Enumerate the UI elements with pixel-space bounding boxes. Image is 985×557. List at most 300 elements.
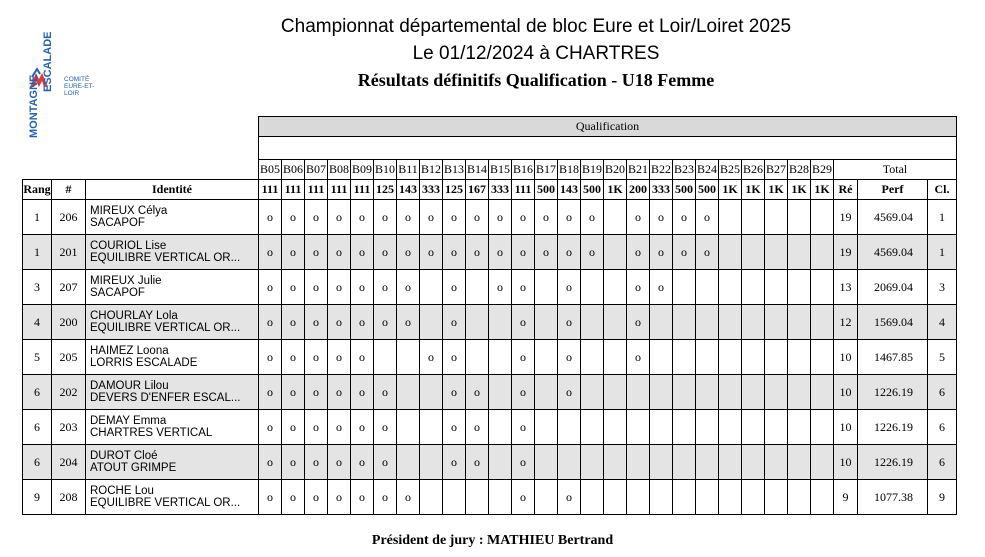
boulder-result-cell — [742, 270, 765, 305]
boulder-result-cell — [719, 340, 742, 375]
bib-cell: 208 — [52, 480, 86, 515]
boulder-result-cell — [719, 480, 742, 515]
boulder-header: B28 — [788, 160, 811, 180]
boulder-result-cell: o — [351, 375, 374, 410]
boulder-result-cell: o — [351, 200, 374, 235]
boulder-result-cell: o — [650, 200, 673, 235]
boulder-result-cell: o — [374, 375, 397, 410]
boulder-result-cell: o — [282, 200, 305, 235]
boulder-result-cell: o — [535, 235, 558, 270]
athlete-name: ROCHE Lou — [90, 485, 154, 497]
boulder-result-cell: o — [489, 235, 512, 270]
athlete-name: CHOURLAY Lola — [90, 310, 178, 322]
table-row — [23, 340, 957, 375]
bib-cell: 204 — [52, 445, 86, 480]
rank-cell: 6 — [23, 410, 52, 445]
boulder-result-cell — [374, 340, 397, 375]
boulder-points: 333 — [420, 180, 443, 200]
boulder-points: 1K — [765, 180, 788, 200]
boulder-result-cell — [397, 410, 420, 445]
boulder-result-cell — [420, 410, 443, 445]
boulder-header: B13 — [443, 160, 466, 180]
boulder-result-cell — [535, 305, 558, 340]
athlete-name: MIREUX Célya — [90, 205, 168, 217]
boulder-result-cell — [742, 305, 765, 340]
boulder-result-cell: o — [466, 200, 489, 235]
bib-cell: 206 — [52, 200, 86, 235]
boulder-result-cell: o — [420, 200, 443, 235]
boulder-header: B21 — [627, 160, 650, 180]
boulder-points: 200 — [627, 180, 650, 200]
table-row — [23, 305, 957, 340]
boulder-header: B25 — [719, 160, 742, 180]
boulder-result-cell — [604, 410, 627, 445]
bib-cell: 205 — [52, 340, 86, 375]
boulder-result-cell: o — [558, 340, 581, 375]
boulder-result-cell: o — [328, 340, 351, 375]
boulder-result-cell — [742, 235, 765, 270]
boulder-header: B05 — [259, 160, 282, 180]
boulder-result-cell — [696, 305, 719, 340]
boulder-result-cell: o — [282, 305, 305, 340]
boulder-points: 500 — [673, 180, 696, 200]
tops-count-cell: 13 — [834, 270, 858, 305]
event-date-location: Le 01/12/2024 à CHARTRES — [412, 43, 660, 64]
boulder-result-cell: o — [443, 445, 466, 480]
jury-president: Président de jury : MATHIEU Bertrand — [371, 533, 614, 548]
boulder-result-cell — [673, 375, 696, 410]
boulder-result-cell: o — [259, 375, 282, 410]
athlete-name: HAIMEZ Loona — [90, 345, 169, 357]
boulder-result-cell — [627, 375, 650, 410]
boulder-result-cell — [604, 480, 627, 515]
boulder-result-cell: o — [305, 340, 328, 375]
boulder-result-cell: o — [351, 270, 374, 305]
boulder-points: 1K — [719, 180, 742, 200]
tops-count-cell: 9 — [834, 480, 858, 515]
classement-cell: 5 — [928, 340, 957, 375]
boulder-header: B07 — [305, 160, 328, 180]
boulder-result-cell — [489, 340, 512, 375]
boulder-result-cell — [788, 480, 811, 515]
athlete-name: COURIOL Lise — [90, 240, 167, 252]
perf-cell: 1226.19 — [858, 410, 928, 445]
boulder-result-cell: o — [259, 305, 282, 340]
boulder-result-cell — [650, 305, 673, 340]
boulder-result-cell — [489, 445, 512, 480]
boulder-header: B27 — [765, 160, 788, 180]
boulder-result-cell — [581, 480, 604, 515]
boulder-result-cell: o — [305, 445, 328, 480]
club-name: ATOUT GRIMPE — [90, 462, 177, 474]
boulder-result-cell — [535, 270, 558, 305]
boulder-result-cell: o — [420, 340, 443, 375]
perf-cell: 1077.38 — [858, 480, 928, 515]
boulder-result-cell — [397, 445, 420, 480]
table-row — [23, 445, 957, 480]
rank-cell: 6 — [23, 445, 52, 480]
boulder-result-cell — [466, 340, 489, 375]
boulder-result-cell: o — [351, 340, 374, 375]
boulder-result-cell: o — [328, 235, 351, 270]
boulder-result-cell: o — [305, 200, 328, 235]
boulder-result-cell: o — [328, 375, 351, 410]
col-identite: Identité — [86, 180, 259, 200]
identity-cell — [86, 480, 259, 515]
boulder-points: 111 — [259, 180, 282, 200]
boulder-result-cell: o — [259, 235, 282, 270]
boulder-result-cell — [604, 200, 627, 235]
boulder-result-cell: o — [328, 305, 351, 340]
logo-comite: COMITÉ EURE-ET-LOIR — [64, 76, 95, 97]
boulder-result-cell — [535, 410, 558, 445]
boulder-header: B16 — [512, 160, 535, 180]
boulder-result-cell — [811, 375, 834, 410]
boulder-result-cell: o — [627, 305, 650, 340]
tops-count-cell: 12 — [834, 305, 858, 340]
boulder-result-cell: o — [466, 410, 489, 445]
boulder-result-cell — [696, 375, 719, 410]
boulder-result-cell — [535, 375, 558, 410]
boulder-result-cell — [673, 270, 696, 305]
tops-count-cell: 10 — [834, 340, 858, 375]
identity-cell — [86, 305, 259, 340]
boulder-header: B19 — [581, 160, 604, 180]
boulder-result-cell: o — [305, 480, 328, 515]
club-name: EQUILIBRE VERTICAL OR... — [90, 497, 241, 509]
boulder-result-cell — [788, 375, 811, 410]
boulder-result-cell: o — [305, 235, 328, 270]
boulder-result-cell — [604, 235, 627, 270]
boulder-header: B15 — [489, 160, 512, 180]
table-row — [23, 375, 957, 410]
boulder-result-cell — [650, 410, 673, 445]
perf-cell: 4569.04 — [858, 235, 928, 270]
boulder-result-cell: o — [650, 235, 673, 270]
table-row — [23, 270, 957, 305]
boulder-header: B09 — [351, 160, 374, 180]
boulder-result-cell — [696, 410, 719, 445]
boulder-points: 500 — [535, 180, 558, 200]
boulder-result-cell — [765, 200, 788, 235]
boulder-header: B06 — [282, 160, 305, 180]
classement-cell: 4 — [928, 305, 957, 340]
perf-cell: 4569.04 — [858, 200, 928, 235]
identity-cell — [86, 445, 259, 480]
boulder-result-cell — [604, 305, 627, 340]
table-row — [23, 480, 957, 515]
boulder-points: 125 — [443, 180, 466, 200]
tops-count-cell: 19 — [834, 235, 858, 270]
qualification-header: Qualification — [259, 117, 957, 137]
boulder-result-cell: o — [581, 235, 604, 270]
boulder-header: B11 — [397, 160, 420, 180]
tops-count-cell: 10 — [834, 375, 858, 410]
boulder-result-cell: o — [443, 305, 466, 340]
boulder-result-cell — [788, 445, 811, 480]
boulder-result-cell: o — [305, 375, 328, 410]
boulder-result-cell — [719, 445, 742, 480]
boulder-result-cell — [788, 235, 811, 270]
boulder-points: 1K — [604, 180, 627, 200]
boulder-points: 1K — [742, 180, 765, 200]
boulder-result-cell: o — [397, 200, 420, 235]
boulder-points: 111 — [512, 180, 535, 200]
boulder-result-cell: o — [305, 305, 328, 340]
boulder-result-cell — [765, 480, 788, 515]
boulder-points: 167 — [466, 180, 489, 200]
boulder-header: B22 — [650, 160, 673, 180]
boulder-result-cell — [719, 235, 742, 270]
boulder-result-cell — [696, 445, 719, 480]
boulder-result-cell: o — [282, 270, 305, 305]
boulder-result-cell: o — [374, 410, 397, 445]
boulder-result-cell — [765, 235, 788, 270]
boulder-result-cell — [581, 340, 604, 375]
boulder-result-cell — [765, 305, 788, 340]
classement-cell: 9 — [928, 480, 957, 515]
boulder-result-cell — [627, 410, 650, 445]
boulder-result-cell: o — [558, 200, 581, 235]
club-name: EQUILIBRE VERTICAL OR... — [90, 252, 241, 264]
rank-cell: 6 — [23, 375, 52, 410]
boulder-result-cell — [673, 305, 696, 340]
boulder-result-cell — [420, 480, 443, 515]
boulder-result-cell — [811, 410, 834, 445]
col-re: Ré — [834, 180, 858, 200]
boulder-result-cell — [650, 340, 673, 375]
boulder-result-cell — [581, 305, 604, 340]
boulder-result-cell: o — [443, 270, 466, 305]
boulder-result-cell — [765, 340, 788, 375]
boulder-result-cell: o — [282, 410, 305, 445]
boulder-result-cell: o — [443, 235, 466, 270]
col-rang: Rang — [23, 180, 52, 200]
boulder-result-cell — [811, 235, 834, 270]
boulder-result-cell: o — [466, 445, 489, 480]
boulder-result-cell — [696, 270, 719, 305]
boulder-result-cell — [742, 445, 765, 480]
bib-cell: 201 — [52, 235, 86, 270]
rank-cell: 1 — [23, 200, 52, 235]
boulder-result-cell — [765, 375, 788, 410]
boulder-result-cell: o — [512, 375, 535, 410]
boulder-result-cell: o — [374, 445, 397, 480]
boulder-result-cell — [719, 200, 742, 235]
boulder-result-cell — [558, 445, 581, 480]
club-name: LORRIS ESCALADE — [90, 357, 198, 369]
boulder-result-cell — [673, 445, 696, 480]
boulder-result-cell — [673, 480, 696, 515]
boulder-result-cell — [650, 445, 673, 480]
boulder-result-cell: o — [489, 270, 512, 305]
boulder-result-cell — [788, 305, 811, 340]
boulder-result-cell — [650, 480, 673, 515]
identity-cell — [86, 235, 259, 270]
boulder-result-cell: o — [328, 445, 351, 480]
athlete-name: DAMOUR Lilou — [90, 380, 169, 392]
boulder-result-cell — [535, 480, 558, 515]
boulder-result-cell — [535, 340, 558, 375]
boulder-points: 143 — [558, 180, 581, 200]
boulder-result-cell — [627, 445, 650, 480]
perf-cell: 2069.04 — [858, 270, 928, 305]
athlete-name: DUROT Cloé — [90, 450, 158, 462]
boulder-header: B10 — [374, 160, 397, 180]
boulder-result-cell: o — [259, 410, 282, 445]
boulder-result-cell: o — [305, 410, 328, 445]
boulder-result-cell — [604, 340, 627, 375]
boulder-result-cell: o — [512, 270, 535, 305]
boulder-result-cell: o — [650, 270, 673, 305]
boulder-header: B26 — [742, 160, 765, 180]
boulder-result-cell — [397, 375, 420, 410]
boulder-result-cell — [673, 410, 696, 445]
boulder-result-cell — [489, 480, 512, 515]
boulder-result-cell: o — [259, 480, 282, 515]
rank-cell: 5 — [23, 340, 52, 375]
athlete-name: MIREUX Julie — [90, 275, 162, 287]
boulder-result-cell: o — [443, 410, 466, 445]
table-row — [23, 410, 957, 445]
boulder-result-cell — [811, 445, 834, 480]
boulder-result-cell — [742, 200, 765, 235]
boulder-result-cell — [788, 270, 811, 305]
boulder-points: 1K — [788, 180, 811, 200]
boulder-result-cell: o — [443, 340, 466, 375]
boulder-result-cell: o — [282, 375, 305, 410]
boulder-result-cell: o — [466, 375, 489, 410]
boulder-result-cell: o — [512, 445, 535, 480]
boulder-result-cell — [581, 445, 604, 480]
boulder-result-cell — [581, 270, 604, 305]
boulder-result-cell — [604, 445, 627, 480]
boulder-result-cell: o — [397, 305, 420, 340]
tops-count-cell: 10 — [834, 445, 858, 480]
boulder-result-cell: o — [259, 270, 282, 305]
club-name: EQUILIBRE VERTICAL OR... — [90, 322, 241, 334]
boulder-result-cell: o — [374, 200, 397, 235]
boulder-result-cell: o — [696, 235, 719, 270]
identity-cell — [86, 200, 259, 235]
col-cl: Cl. — [928, 180, 957, 200]
boulder-result-cell — [581, 375, 604, 410]
boulder-points: 111 — [328, 180, 351, 200]
logo-word-montagne: MONTAGNE — [28, 74, 40, 138]
boulder-result-cell: o — [351, 235, 374, 270]
bib-cell: 203 — [52, 410, 86, 445]
boulder-result-cell: o — [512, 480, 535, 515]
boulder-points: 500 — [581, 180, 604, 200]
bib-cell: 200 — [52, 305, 86, 340]
boulder-result-cell: o — [374, 235, 397, 270]
boulder-result-cell: o — [282, 480, 305, 515]
boulder-result-cell: o — [351, 410, 374, 445]
boulder-result-cell — [397, 340, 420, 375]
rank-cell: 4 — [23, 305, 52, 340]
boulder-result-cell — [489, 410, 512, 445]
boulder-result-cell: o — [558, 305, 581, 340]
boulder-result-cell: o — [673, 235, 696, 270]
boulder-result-cell: o — [512, 410, 535, 445]
boulder-result-cell: o — [305, 270, 328, 305]
boulder-result-cell: o — [558, 375, 581, 410]
boulder-result-cell: o — [328, 200, 351, 235]
classement-cell: 3 — [928, 270, 957, 305]
total-header: Total — [834, 160, 957, 180]
club-name: DEVERS D'ENFER ESCAL... — [90, 392, 241, 404]
perf-cell: 1226.19 — [858, 445, 928, 480]
perf-cell: 1467.85 — [858, 340, 928, 375]
boulder-result-cell: o — [627, 340, 650, 375]
boulder-header: B29 — [811, 160, 834, 180]
classement-cell: 1 — [928, 200, 957, 235]
boulder-result-cell: o — [397, 270, 420, 305]
boulder-result-cell: o — [673, 200, 696, 235]
boulder-result-cell: o — [558, 270, 581, 305]
club-name: SACAPOF — [90, 287, 145, 299]
results-title: Résultats définitifs Qualification - U18 Femme — [357, 70, 715, 90]
boulder-result-cell — [811, 305, 834, 340]
boulder-result-cell — [719, 410, 742, 445]
boulder-result-cell — [788, 340, 811, 375]
header-spacer — [259, 137, 957, 160]
boulder-result-cell — [604, 270, 627, 305]
boulder-result-cell: o — [259, 445, 282, 480]
boulder-result-cell — [650, 375, 673, 410]
boulder-result-cell: o — [627, 235, 650, 270]
boulder-result-cell: o — [443, 375, 466, 410]
col-num: # — [52, 180, 86, 200]
boulder-result-cell: o — [374, 270, 397, 305]
boulder-points: 1K — [811, 180, 834, 200]
boulder-result-cell — [811, 340, 834, 375]
classement-cell: 6 — [928, 375, 957, 410]
boulder-result-cell — [765, 270, 788, 305]
boulder-result-cell: o — [282, 445, 305, 480]
boulder-result-cell: o — [466, 235, 489, 270]
boulder-result-cell: o — [558, 235, 581, 270]
boulder-result-cell: o — [351, 480, 374, 515]
col-perf: Perf — [858, 180, 928, 200]
boulder-result-cell — [489, 305, 512, 340]
boulder-result-cell: o — [512, 340, 535, 375]
boulder-result-cell: o — [558, 480, 581, 515]
boulder-result-cell — [466, 305, 489, 340]
athlete-name: DEMAY Emma — [90, 415, 167, 427]
boulder-result-cell — [742, 375, 765, 410]
boulder-result-cell — [719, 270, 742, 305]
boulder-header: B08 — [328, 160, 351, 180]
logo-word-escalade: ESCALADE — [42, 31, 54, 92]
club-name: SACAPOF — [90, 217, 145, 229]
bib-cell: 202 — [52, 375, 86, 410]
boulder-result-cell — [696, 340, 719, 375]
boulder-result-cell — [765, 445, 788, 480]
boulder-result-cell — [719, 375, 742, 410]
boulder-result-cell — [420, 375, 443, 410]
boulder-result-cell — [443, 480, 466, 515]
boulder-result-cell: o — [581, 200, 604, 235]
boulder-result-cell — [558, 410, 581, 445]
boulder-points: 333 — [489, 180, 512, 200]
boulder-header: B18 — [558, 160, 581, 180]
tops-count-cell: 10 — [834, 410, 858, 445]
boulder-result-cell: o — [420, 235, 443, 270]
boulder-result-cell — [489, 375, 512, 410]
boulder-result-cell — [420, 445, 443, 480]
classement-cell: 6 — [928, 445, 957, 480]
